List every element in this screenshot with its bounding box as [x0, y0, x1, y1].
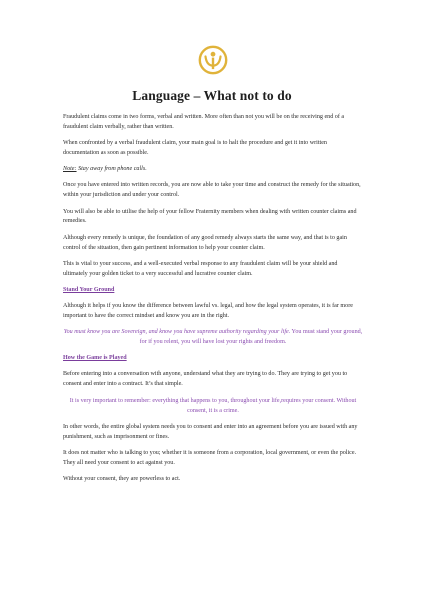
- note-label: Note:: [63, 166, 77, 173]
- paragraph: Although it helps if you know the difference between lawful vs. legal, and how the legal system operates, it is far more important to have the correct mindset and know you are in the right.: [63, 303, 353, 319]
- callout-rest: You must stand your ground, for if you relent, you will have lost your rights and freedom.: [139, 329, 363, 346]
- section-heading-how-the-game-is-played: How the Game is Played: [63, 355, 127, 362]
- paragraph: This is vital to your success, and a well-executed verbal response to any fraudulent claim will be your shield and ultimately your golden ticket to a very successful and lucrative counter claim.: [63, 260, 338, 277]
- paragraph: When confronted by a verbal fraudulent claim, your main goal is to halt the procedure and get it into written documentation as soon as possible.: [63, 140, 327, 157]
- note-text: Stay away from phone calls.: [76, 166, 147, 173]
- callout-sovereign: [63, 328, 363, 348]
- paragraph: Before entering into a conversation with anyone, understand what they are trying to do. They are trying to get you to consent and enter into a contract. It’s that simple.: [63, 371, 348, 388]
- paragraph: In other words, the entire global system needs you to consent and enter into an agreement before you are issued with any punishment, such as imprisonment or fines.: [63, 423, 358, 440]
- paragraph: Without your consent, they are powerless to act.: [63, 475, 181, 482]
- paragraph: You will also be able to utilise the help of your fellow Fraternity members when dealing with written counter claims and remedies.: [63, 208, 357, 225]
- section-heading-stand-your-ground: Stand Your Ground: [63, 286, 115, 293]
- page-title: Language – What not to do: [132, 88, 292, 103]
- paragraph: Although every remedy is unique, the foundation of any good remedy always starts the same way, and that is to gain control of the situation, then gain pertinent information to help your counter claim.: [63, 234, 347, 251]
- paragraph: Once you have entered into written records, you are now able to take your time and construct the remedy for the situation, within your jurisdiction and under your control.: [63, 182, 361, 199]
- callout-italic: You must know you are Sovereign, and know you have supreme authority regarding your life.: [63, 329, 291, 336]
- paragraph: It does not matter who is talking to you; whether it is someone from a corporation, local government, or even the police. They all need your consent to act against you.: [63, 449, 357, 466]
- callout-consent: It is very important to remember: everything that happens to you, throughout your life,requires your consent. Without consent, it is a crime.: [69, 397, 357, 414]
- paragraph: Fraudulent claims come in two forms, verbal and written. More often than not you will be on the receiving end of a fraudulent claim verbally, rather than written.: [63, 114, 345, 130]
- brand-logo-icon: [198, 45, 228, 75]
- note: [63, 165, 363, 175]
- document-body: [63, 113, 363, 491]
